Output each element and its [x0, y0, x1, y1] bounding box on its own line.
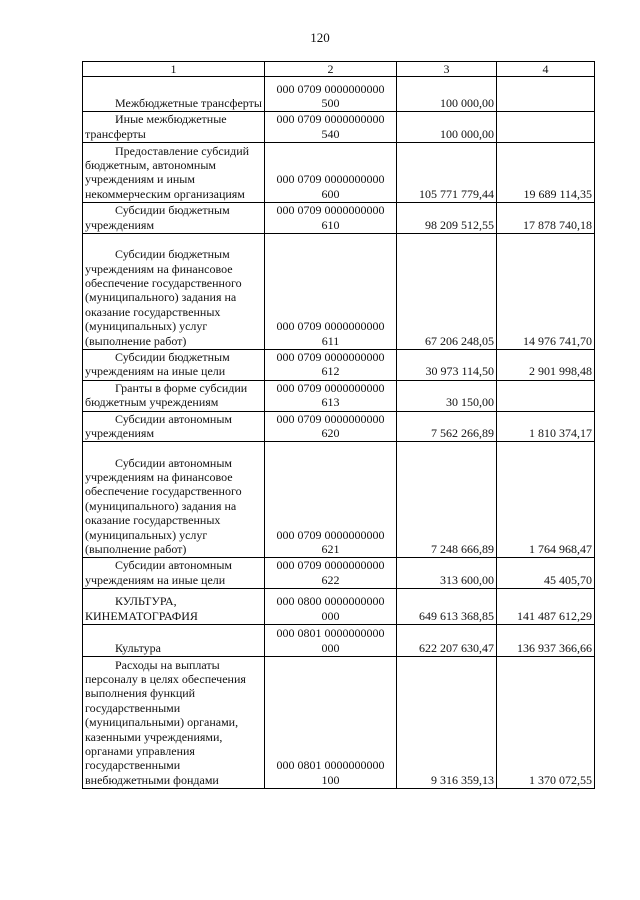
row-name-text: Субсидии автономным учреждениям на иные цели — [85, 558, 232, 587]
row-name — [83, 625, 265, 657]
column-header: 4 — [497, 62, 595, 77]
row-sum-col4 — [497, 112, 595, 143]
row-sum-col3: 7 248 666,89 — [397, 442, 497, 558]
table-row — [83, 625, 595, 657]
row-name-text: Субсидии бюджетным учреждениям на финансовое обеспечение государственного (муниципального) задания на оказание государственных (муниципальных) услуг (выполнение работ) — [85, 247, 242, 348]
row-code-line1: 000 0709 0000000000 — [276, 112, 385, 127]
row-sum-col3: 100 000,00 — [397, 112, 497, 143]
row-sum-col3: 622 207 630,47 — [397, 625, 497, 657]
row-name-text: Субсидии бюджетным учреждениям на иные цели — [85, 350, 230, 379]
row-name — [83, 143, 265, 203]
row-name-text: КУЛЬТУРА, КИНЕМАТОГРАФИЯ — [85, 594, 198, 623]
row-name-text: Субсидии бюджетным учреждениям — [85, 203, 230, 232]
row-code — [265, 380, 397, 411]
row-name — [83, 657, 265, 789]
row-sum-col3: 649 613 368,85 — [397, 589, 497, 625]
row-name-text: Межбюджетные трансферты — [115, 96, 262, 110]
row-sum-col3: 9 316 359,13 — [397, 657, 497, 789]
table-header-row — [83, 62, 595, 77]
row-name — [83, 77, 265, 112]
row-sum-col3: 105 771 779,44 — [397, 143, 497, 203]
row-code — [265, 625, 397, 657]
row-code-line2: 622 — [321, 572, 340, 587]
table-row — [83, 411, 595, 442]
row-name-text: Субсидии автономным учреждениям — [85, 411, 232, 441]
row-code-line1: 000 0709 0000000000 — [276, 350, 385, 365]
row-name — [83, 411, 265, 442]
row-code-line1: 000 0800 0000000000 — [276, 594, 385, 609]
row-name — [83, 112, 265, 143]
row-sum-col4: 1 370 072,55 — [497, 657, 595, 789]
table-row — [83, 589, 595, 625]
row-code-line1: 000 0709 0000000000 — [276, 558, 385, 573]
row-name — [83, 234, 265, 350]
column-header: 2 — [265, 62, 397, 77]
table-row — [83, 350, 595, 381]
row-code-line2: 000 — [321, 640, 340, 655]
row-code-line2: 540 — [321, 126, 340, 141]
row-code — [265, 411, 397, 442]
row-code-line2: 500 — [321, 96, 340, 110]
row-sum-col4: 1 764 968,47 — [497, 442, 595, 558]
row-sum-col4 — [497, 77, 595, 112]
row-code — [265, 558, 397, 589]
row-sum-col4: 2 901 998,48 — [497, 350, 595, 381]
row-name-text: Расходы на выплаты персоналу в целях обеспечения выполнения функций государственными (муниципальными) органами, казенными учреждениями, органами управления государственными внебюджетными фондами — [85, 657, 246, 787]
row-name-text: Субсидии автономным учреждениям на финансовое обеспечение государственного (муниципального) задания на оказание государственных (муниципальных) услуг (выполнение работ) — [85, 455, 242, 557]
table-row — [83, 234, 595, 350]
table-row — [83, 442, 595, 558]
row-code-line2: 611 — [321, 333, 340, 348]
row-sum-col4 — [497, 380, 595, 411]
row-code — [265, 77, 397, 112]
row-code-line2: 612 — [321, 364, 340, 379]
row-name-text: Предоставление субсидий бюджетным, автономным учреждениям и иным некоммерческим организациям — [85, 143, 250, 201]
row-code-line2: 100 — [321, 772, 340, 787]
row-name-text: Иные межбюджетные трансферты — [85, 112, 227, 141]
row-code — [265, 442, 397, 558]
row-code-line1: 000 0801 0000000000 — [276, 758, 385, 773]
row-code-line1: 000 0709 0000000000 — [276, 203, 385, 218]
table-row — [83, 112, 595, 143]
row-code — [265, 350, 397, 381]
row-sum-col3: 98 209 512,55 — [397, 203, 497, 234]
row-code-line2: 620 — [321, 426, 340, 441]
row-sum-col4: 141 487 612,29 — [497, 589, 595, 625]
column-header: 3 — [397, 62, 497, 77]
column-header: 1 — [83, 62, 265, 77]
row-code — [265, 234, 397, 350]
row-code-line1: 000 0709 0000000000 — [276, 81, 385, 96]
row-sum-col3: 30 973 114,50 — [397, 350, 497, 381]
table-row — [83, 558, 595, 589]
row-code-line2: 610 — [321, 217, 340, 232]
row-name — [83, 203, 265, 234]
row-sum-col4: 17 878 740,18 — [497, 203, 595, 234]
row-name-text: Культура — [115, 640, 161, 655]
row-code — [265, 657, 397, 789]
row-code-line1: 000 0801 0000000000 — [276, 626, 385, 641]
row-sum-col3: 7 562 266,89 — [397, 411, 497, 442]
row-name — [83, 589, 265, 625]
row-code — [265, 143, 397, 203]
row-code-line1: 000 0709 0000000000 — [276, 172, 385, 187]
row-code-line2: 000 — [321, 608, 340, 623]
page-number: 120 — [310, 30, 330, 45]
row-sum-col3: 100 000,00 — [397, 77, 497, 112]
table-row — [83, 77, 595, 112]
row-code-line1: 000 0709 0000000000 — [276, 527, 385, 542]
budget-table — [82, 61, 595, 789]
row-code-line1: 000 0709 0000000000 — [276, 380, 385, 395]
row-name — [83, 350, 265, 381]
row-code-line1: 000 0709 0000000000 — [276, 319, 385, 334]
row-code — [265, 589, 397, 625]
row-code-line2: 600 — [321, 186, 340, 201]
table-row — [83, 380, 595, 411]
table-row — [83, 143, 595, 203]
row-code — [265, 112, 397, 143]
row-sum-col3: 67 206 248,05 — [397, 234, 497, 350]
row-name-text: Гранты в форме субсидии бюджетным учреждениям — [85, 380, 248, 410]
row-code-line1: 000 0709 0000000000 — [276, 411, 385, 426]
row-sum-col4: 45 405,70 — [497, 558, 595, 589]
row-code-line2: 621 — [321, 542, 340, 557]
row-code — [265, 203, 397, 234]
row-sum-col4: 19 689 114,35 — [497, 143, 595, 203]
row-name — [83, 558, 265, 589]
table-row — [83, 203, 595, 234]
row-name — [83, 380, 265, 411]
row-code-line2: 613 — [321, 395, 340, 410]
row-sum-col4: 1 810 374,17 — [497, 411, 595, 442]
row-sum-col4: 14 976 741,70 — [497, 234, 595, 350]
table-row — [83, 657, 595, 789]
row-name — [83, 442, 265, 558]
row-sum-col3: 30 150,00 — [397, 380, 497, 411]
row-sum-col4: 136 937 366,66 — [497, 625, 595, 657]
row-sum-col3: 313 600,00 — [397, 558, 497, 589]
